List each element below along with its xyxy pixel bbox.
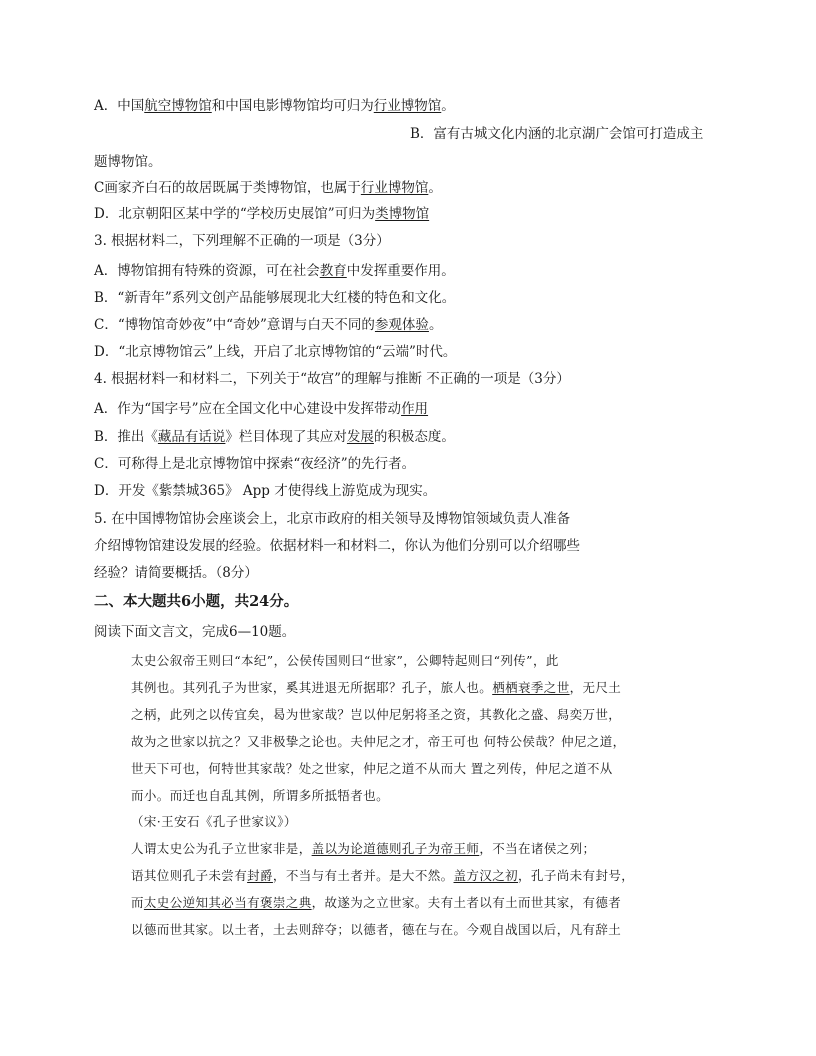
question-3-option-b: B．“新青年”系列文创产品能够展现北大红楼的特色和文化。 [94,290,456,306]
text-segment: 》栏目体现了其应对 [225,429,347,445]
underlined-term: 教育 [319,263,347,279]
question-2-option-a [94,97,455,115]
passage-line-5: 世天下可也，何特世其家哉？处之世家，仲尼之道不从而大 置之列传，仲尼之道不从 [131,761,613,776]
question-4-option-d: D．开发《紫禁城365》 App 才使得线上游览成为现实。 [94,483,437,499]
text-segment: 。 [428,317,443,333]
text-segment: D．北京朝阳区某中学的“学校历史展馆”可归为 [94,206,376,222]
text-segment: 。 [428,180,442,196]
question-4-stem: 4. 根据材料一和材料二，下列关于“故宫”的理解与推断 不正确的一项是（3分） [94,371,570,387]
passage-line-9 [131,894,621,912]
underlined-term: 藏品有话说 [157,429,226,445]
text-segment: 人谓太史公为孔子立世家非是， [131,841,312,856]
passage-line-2 [131,679,621,697]
question-3-option-d: D．“北京博物馆云”上线，开启了北京博物馆的“云端”时代。 [94,344,457,360]
passage-line-4: 故为之世家以抗之？又非极挚之论也。夫仲尼之才，帝王可也 何特公侯哉？仲尼之道， [131,734,626,749]
text-segment: 。 [441,98,455,114]
underlined-term: 航空博物馆 [144,98,212,114]
question-5-line-2: 介绍博物馆建设发展的经验。依据材料一和材料二，你认为他们分别可以介绍哪些 [94,538,580,554]
underlined-phrase: 盖方汉之初 [453,868,519,883]
text-segment: 语其位则孔子未尝有 [131,868,248,883]
underlined-term: 行业博物馆 [360,180,429,196]
underlined-phrase: 太史公逆知其必当有褒崇之典 [143,895,312,910]
section-heading: 二、本大题共6小题，共24分。 [94,593,299,610]
underlined-term: 参观体验 [374,317,429,333]
passage-line-1: 太史公叙帝王则曰“本纪”，公侯传国则曰“世家”，公卿特起则曰“列传”，此 [131,653,559,668]
text-segment: ，无尺土 [569,680,622,695]
text-segment: 其例也。其列孔子为世家，奚其进退无所据耶？孔子，旅人也。 [131,680,493,695]
text-segment: ，不当与有土者并。是大不然。 [272,868,454,883]
text-segment: ，不当在诸侯之列； [479,841,596,856]
text-segment: A．博物馆拥有特殊的资源，可在社会 [94,263,320,279]
question-3-option-a [94,262,455,280]
question-5-line-1: 5. 在中国博物馆协会座谈会上，北京市政府的相关领导及博物馆领域负责人准备 [94,511,571,527]
text-segment: ，孔子尚未有封号， [518,868,635,883]
underlined-term: 类博物馆 [375,206,430,222]
underlined-term: 发展 [346,429,374,445]
question-3-stem: 3. 根据材料二，下列理解不正确的一项是（3分） [94,233,390,249]
question-4-option-b [94,428,455,446]
underlined-phrase: 封爵 [247,868,273,883]
passage-line-8 [131,867,634,885]
text-segment: C．“博物馆奇妙夜”中“奇妙”意谓与白天不同的 [94,317,375,333]
text-segment: 而 [131,895,144,910]
question-5-line-3: 经验？请简要概括。（8分） [94,565,258,581]
text-segment: 的积极态度。 [373,429,455,445]
question-2-option-b: B．富有古城文化内涵的北京湖广会馆可打造成主 [410,126,704,142]
text-segment: A．中国 [94,98,145,114]
passage-line-6: 而小。而迁也自乱其例，所谓多所抵牾者也。 [131,788,390,803]
text-segment: ，故遂为之立世家。夫有土者以有土而世其家，有德者 [311,895,622,910]
question-2-option-d [94,205,429,223]
text-segment: A．作为“国字号”应在全国文化中心建设中发挥带动 [94,401,402,417]
text-segment: 和中国电影博物馆均可归为 [211,98,374,114]
question-4-option-c: C．可称得上是北京博物馆中探索“夜经济”的先行者。 [94,456,416,472]
passage-line-3: 之柄，此列之以传宜矣，曷为世家哉？岂以仲尼躬将圣之资，其教化之盛、舄奕万世， [131,707,622,722]
text-segment: 中发挥重要作用。 [346,263,455,279]
question-3-option-c [94,316,442,334]
underlined-term: 行业博物馆 [373,98,442,114]
question-4-option-a [94,400,428,418]
underlined-phrase: 栖栖衰季之世 [492,680,570,695]
passage-line-7 [131,840,595,858]
question-2-option-b-continued: 题博物馆。 [94,154,162,170]
section-instruction: 阅读下面文言文，完成6—10题。 [94,624,296,640]
question-2-option-c [94,179,442,197]
text-segment: C画家齐白石的故居既属于类博物馆，也属于 [94,180,361,196]
underlined-term: 作用 [401,401,429,417]
passage-source: （宋·王安石《孔子世家议》） [131,814,297,829]
underlined-phrase: 盖以为论道德则孔子为帝王师 [311,841,480,856]
text-segment: B．推出《 [94,429,158,445]
passage-line-10: 以德而世其家。以土者，土去则辞夺；以德者，德在与在。今观自战国以后，凡有辞土 [131,922,622,937]
